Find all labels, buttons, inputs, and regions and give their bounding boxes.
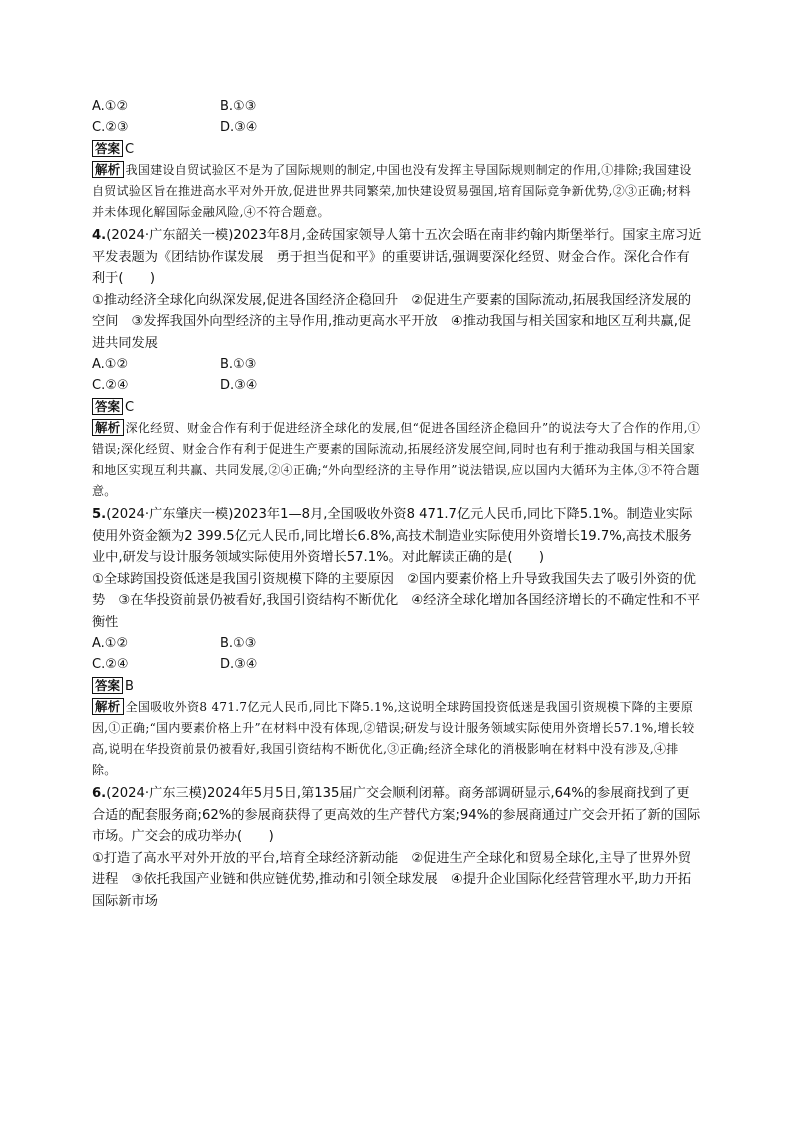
- question-source: (2024·广东肇庆一模): [106, 507, 234, 522]
- options-q5: [92, 635, 702, 673]
- question-number: 5.: [92, 507, 107, 522]
- explain-tag: 解析: [92, 161, 124, 178]
- option-a[interactable]: A.①②: [92, 99, 129, 114]
- answer-tag: 答案: [92, 677, 123, 694]
- option-c[interactable]: C.②④: [92, 378, 129, 393]
- explain-tag: 解析: [92, 698, 124, 715]
- statements-q5: ①全球跨国投资低迷是我国引资规模下降的主要原因 ②国内要素价格上升导致我国失去了吸引外资的优势 ③在华投资前景仍被看好,我国引资结构不断优化 ④经济全球化增加各国经济增长的不确定性和不平衡性: [92, 571, 701, 630]
- answer-value: C: [125, 400, 135, 415]
- explanation-q5: [92, 697, 702, 781]
- question-number: 4.: [92, 228, 107, 243]
- option-b[interactable]: B.①③: [220, 357, 257, 372]
- question-source: (2024·广东韶关一模): [106, 228, 234, 243]
- options-q3: [92, 98, 702, 136]
- option-d[interactable]: D.③④: [220, 120, 258, 135]
- question-6: [92, 783, 702, 848]
- answer-value: C: [125, 142, 135, 157]
- option-d[interactable]: D.③④: [220, 657, 258, 672]
- option-b[interactable]: B.①③: [220, 636, 257, 651]
- question-stem: 2024年5月5日,第135届广交会顺利闭幕。商务部调研显示,64%的参展商找到了更合适的配套服务商;62%的参展商获得了更高效的生产替代方案;94%的参展商通过广交会开拓了新的国际市场。广交会的成功举办( ): [92, 786, 701, 844]
- question-stem: 2023年1—8月,全国吸收外资8 471.7亿元人民币,同比下降5.1%。制造业实际使用外资金额为2 399.5亿元人民币,同比增长6.8%,高技术制造业实际使用外资增长19.7%,高技术服务业中,研发与设计服务领域实际使用外资增长57.1%。对此解读正确的是( ): [92, 507, 693, 565]
- option-d[interactable]: D.③④: [220, 378, 258, 393]
- explanation-text: 我国建设自贸试验区不是为了国际规则的制定,中国也没有发挥主导国际规则制定的作用,①排除;我国建设自贸试验区旨在推进高水平对外开放,促进世界共同繁荣,加快建设贸易强国,培育国际竞争新优势,②③正确;材料并未体现化解国际金融风险,④不符合题意。: [92, 163, 692, 219]
- answer-tag: 答案: [92, 398, 123, 415]
- explanation-text: 深化经贸、财金合作有利于促进经济全球化的发展,但“促进各国经济企稳回升”的说法夸大了合作的作用,①错误;深化经贸、财金合作有利于促进生产要素的国际流动,拓展经济发展空间,同时也有利于推动我国与相关国家和地区实现互利共赢、共同发展,②④正确;“外向型经济的主导作用”说法错误,应以国内大循环为主体,③不符合题意。: [92, 421, 701, 498]
- question-source: (2024·广东三模): [106, 786, 207, 801]
- answer-tag: 答案: [92, 140, 123, 157]
- option-b[interactable]: B.①③: [220, 99, 257, 114]
- options-q4: [92, 356, 702, 394]
- explanation-text: 全国吸收外资8 471.7亿元人民币,同比下降5.1%,这说明全球跨国投资低迷是我国引资规模下降的主要原因,①正确;“国内要素价格上升”在材料中没有体现,②错误;研发与设计服务领域实际使用外资增长57.1%,增长较高,说明在华投资前景仍被看好,我国引资结构不断优化,③正确;经济全球化的消极影响在材料中没有涉及,④排除。: [92, 700, 695, 777]
- answer-value: B: [125, 679, 134, 694]
- statements-q6: ①打造了高水平对外开放的平台,培育全球经济新动能 ②促进生产全球化和贸易全球化,主导了世界外贸进程 ③依托我国产业链和供应链优势,推动和引领全球发展 ④提升企业国际化经营管理水平,助力开拓国际新市场: [92, 850, 692, 909]
- question-number: 6.: [92, 786, 107, 801]
- option-a[interactable]: A.①②: [92, 357, 129, 372]
- question-4: [92, 225, 702, 290]
- explain-tag: 解析: [92, 419, 124, 436]
- answer-q3: [92, 140, 702, 158]
- option-c[interactable]: C.②④: [92, 657, 129, 672]
- question-5: [92, 504, 702, 569]
- option-c[interactable]: C.②③: [92, 120, 129, 135]
- option-a[interactable]: A.①②: [92, 636, 129, 651]
- statements-q4: ①推动经济全球化向纵深发展,促进各国经济企稳回升 ②促进生产要素的国际流动,拓展我国经济发展的空间 ③发挥我国外向型经济的主导作用,推动更高水平开放 ④推动我国与相关国家和地区互利共赢,促进共同发展: [92, 292, 692, 351]
- answer-q4: [92, 398, 702, 416]
- answer-q5: [92, 677, 702, 695]
- explanation-q4: [92, 418, 702, 502]
- question-stem: 2023年8月,金砖国家领导人第十五次会晤在南非约翰内斯堡举行。国家主席习近平发表题为《团结协作谋发展 勇于担当促和平》的重要讲话,强调要深化经贸、财金合作。深化合作有利于( ): [92, 228, 702, 286]
- explanation-q3: [92, 160, 702, 223]
